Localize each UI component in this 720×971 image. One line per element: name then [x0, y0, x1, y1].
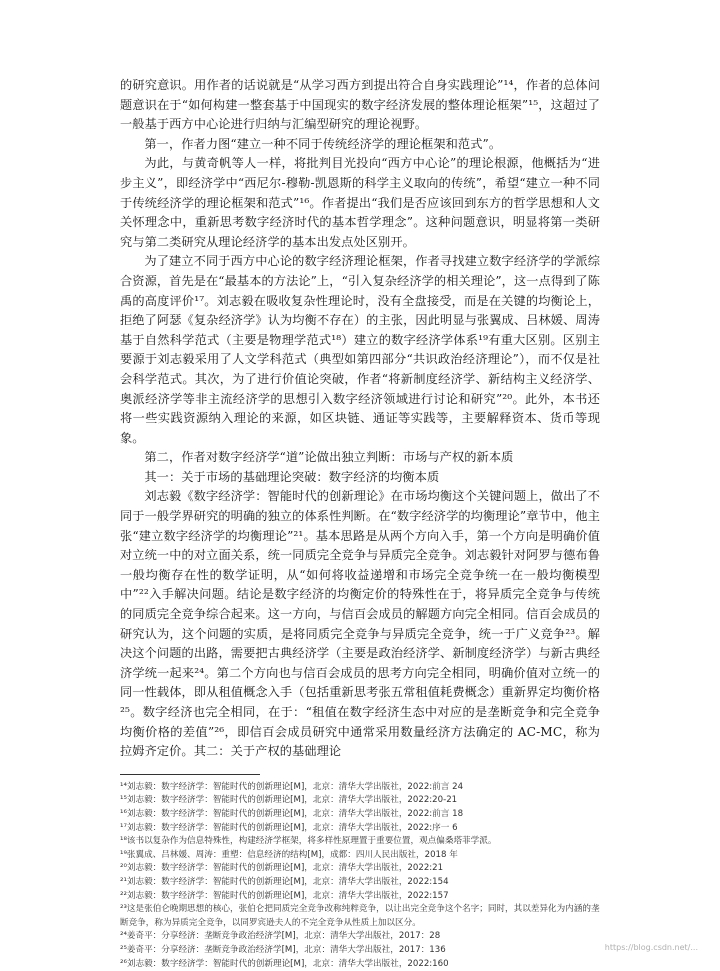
paragraph: 第一，作者力图“建立一种不同于传统经济学的理论框架和范式”。	[120, 135, 600, 155]
footnote: ¹⁶刘志毅：数字经济学：智能时代的创新理论[M]，北京：清华大学出版社，2022:前言 18	[120, 808, 600, 822]
section-heading: 第二，作者对数字经济学“道”论做出独立判断：市场与产权的新本质	[120, 448, 600, 468]
footnote: ¹⁵刘志毅：数字经济学：智能时代的创新理论[M]，北京：清华大学出版社，2022:20-21	[120, 794, 600, 808]
footnote: ¹⁸该书以复杂作为信息特殊性，构建经济学框架，将多样性原理置于重要位置，观点偏桑塔菲学派。	[120, 835, 600, 849]
paragraph: 的研究意识。用作者的话说就是“从学习西方到提出符合自身实践理论”¹⁴，作者的总体问题意识在于“如何构建一整套基于中国现实的数字经济发展的整体理论框架”¹⁵，这超过了一般基于西方中心论进行归纳与汇编型研究的理论视野。	[120, 76, 600, 135]
footnote-divider	[120, 774, 260, 775]
footnote: ²⁶刘志毅：数字经济学：智能时代的创新理论[M]，北京：清华大学出版社，2022:160	[120, 958, 600, 971]
paragraph: 为了建立不同于西方中心论的数字经济理论框架，作者寻找建立数字经济学的学派综合资源，首先是在“最基本的方法论”上，“引入复杂经济学的相关理论”，这一点得到了陈禹的高度评价¹⁷。刘志毅在吸收复杂性理论时，没有全盘接受，而是在关键的均衡论上，拒绝了阿瑟《复杂经济学》认为均衡不存在）的主张，因此明显与张翼成、吕林媛、周涛基于自然科学范式（主要是物理学范式¹⁸）建立的数字经济学体系¹⁹有重大区别。区别主要源于刘志毅采用了人文学科范式（典型如第四部分“共识政治经济理论”），而不仅是社会科学范式。其次，为了进行价值论突破，作者“将新制度经济学、新结构主义经济学、奥派经济学等非主流经济学的思想引入数字经济领域进行讨论和研究”²⁰。此外，本书还将一些实践资源纳入理论的来源，如区块链、通证等实践等，主要解释资本、货币等现象。	[120, 252, 600, 448]
subsection-heading: 其一：关于市场的基础理论突破：数字经济的均衡本质	[120, 468, 600, 488]
footnote: ²¹刘志毅：数字经济学：智能时代的创新理论[M]，北京：清华大学出版社，2022:154	[120, 876, 600, 890]
footnote: ¹⁷刘志毅：数字经济学：智能时代的创新理论[M]，北京：清华大学出版社，2022:序一 6	[120, 822, 600, 836]
footnote: ²²刘志毅：数字经济学：智能时代的创新理论[M]，北京：清华大学出版社，2022:157	[120, 890, 600, 904]
footnote: ²⁴姜奇平：分享经济：垄断竞争政治经济学[M]，北京：清华大学出版社，2017：28	[120, 930, 600, 944]
paragraph: 为此，与黄奇帆等人一样，将批判目光投向“西方中心论”的理论根源，他概括为“进步主义”，即经济学中“西尼尔-穆勒-凯恩斯的科学主义取向的传统”，希望“建立一种不同于传统经济学的理论框架和范式”¹⁶。作者提出“我们是否应该回到东方的哲学思想和人文关怀理念中，重新思考数字经济时代的基本哲学理念”。这种问题意识，明显将第一类研究与第二类研究从理论经济学的基本出发点处区别开。	[120, 154, 600, 252]
body-text	[120, 76, 600, 762]
footnote: ¹⁹张翼成、吕林媛、周涛：重塑：信息经济的结构[M]，成都：四川人民出版社，2018 年	[120, 849, 600, 863]
paragraph: 刘志毅《数字经济学：智能时代的创新理论》在市场均衡这个关键问题上，做出了不同于一般学界研究的明确的独立的体系性判断。在“数字经济学的均衡理论”章节中，他主张“建立数字经济学的均衡理论”²¹。基本思路是从两个方向入手，第一个方向是明确价值对立统一中的对立面关系，统一同质完全竞争与异质完全竞争。刘志毅针对阿罗与德布鲁一般均衡存在性的数学证明，从“如何将收益递增和市场完全竞争统一在一般均衡模型中”²²入手解决问题。结论是数字经济的均衡定价的特殊性在于，将异质完全竞争与传统的同质完全竞争综合起来。这一方向，与信百会成员的解题方向完全相同。信百会成员的研究认为，这个问题的实质，是将同质完全竞争与异质完全竞争，统一于广义竞争²³。解决这个问题的出路，需要把古典经济学（主要是政治经济学、新制度经济学）与新古典经济学统一起来²⁴。第二个方向也与信百会成员的思考方向完全相同，明确价值对立统一的同一性载体，即从租值概念入手（包括重新思考张五常租值耗费概念）重新界定均衡价格²⁵。数字经济也完全相同，在于：“租值在数字经济生态中对应的是垄断竞争和完全竞争均衡价格的差值”²⁶，即信百会成员研究中通常采用数量经济方法确定的 AC-MC，称为拉姆齐定价。其二：关于产权的基础理论	[120, 487, 600, 761]
footnote: ²³这是张伯仑晚期思想的核心，张伯仑把同质完全竞争改称纯粹竞争，以让出完全竞争这个名字；同时，其以差异化为内涵的垄断竞争，称为异质完全竞争，以同罗宾逊夫人的不完全竞争从性质上加以区分。	[120, 903, 600, 930]
document-page	[120, 76, 600, 971]
footnotes	[120, 781, 600, 971]
footnote: ²⁵姜奇平：分享经济：垄断竞争政治经济学[M]，北京：清华大学出版社，2017：136	[120, 944, 600, 958]
footnote: ²⁰刘志毅：数字经济学：智能时代的创新理论[M]，北京：清华大学出版社，2022:21	[120, 862, 600, 876]
watermark: https://blog.csdn.net/...	[605, 943, 698, 952]
footnote: ¹⁴刘志毅：数字经济学：智能时代的创新理论[M]，北京：清华大学出版社，2022:前言 24	[120, 781, 600, 795]
